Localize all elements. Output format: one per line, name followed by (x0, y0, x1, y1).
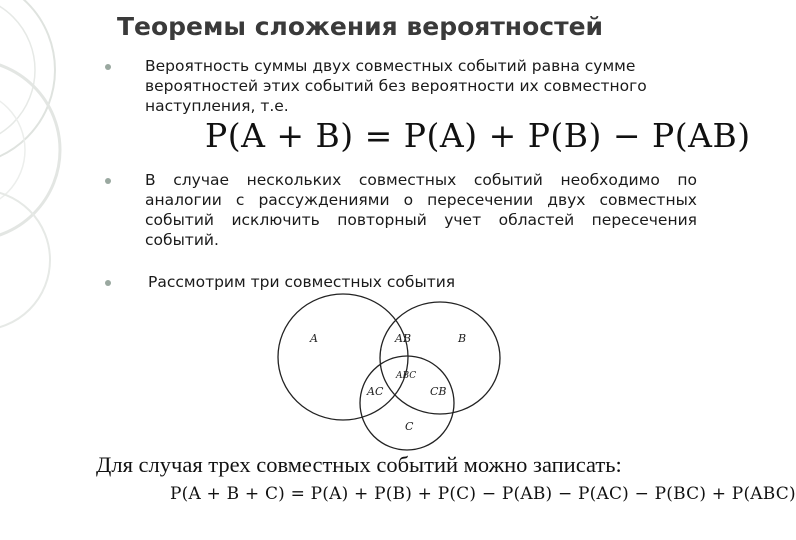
venn-diagram (270, 292, 510, 452)
label-a: A (310, 332, 318, 345)
decorative-circles (0, 0, 80, 330)
formula-three-events: P(A + B + C) = P(A) + P(B) + P(C) − P(AB) − P(AC) − P(BC) + P(ABC) (170, 484, 796, 504)
circle-a (278, 294, 408, 420)
label-ab: AB (395, 332, 412, 345)
slide-title: Теоремы сложения вероятностей (116, 12, 604, 41)
bullet-text-2: В случае нескольких совместных событий необходимо по аналогии с рассуждениями о пересечении двух совместных событий исключить повторный учет областей пересечения событий. (145, 171, 697, 249)
bullet-marker (105, 178, 111, 184)
bullet-text-3: Рассмотрим три совместных события (148, 273, 456, 291)
formula-two-events: P(A + B) = P(A) + P(B) − P(AB) (205, 116, 751, 155)
three-events-note: Для случая трех совместных событий можно записать: (96, 452, 622, 477)
label-cb: CB (430, 385, 447, 398)
label-abc: ABC (396, 371, 417, 381)
bullet-marker (105, 280, 111, 286)
bullet-marker (105, 64, 111, 70)
label-b: B (458, 332, 467, 345)
bullet-text-1: Вероятность суммы двух совместных событий равна сумме вероятностей этих событий без вероятности их совместного наступления, т.е. (145, 57, 647, 115)
label-ac: AC (367, 385, 384, 398)
label-c: C (405, 420, 414, 433)
